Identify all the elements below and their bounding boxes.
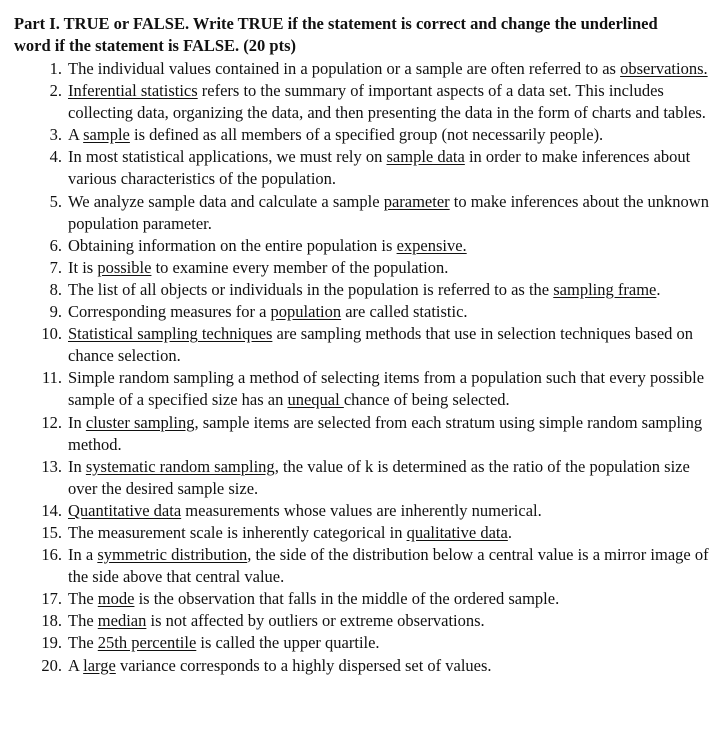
underlined-term: possible <box>97 257 152 277</box>
underlined-term: sample data <box>386 147 465 167</box>
question-text-after: chance of being selected. <box>343 390 510 410</box>
question-number: 18. <box>41 611 62 631</box>
question-item-5 <box>14 191 712 235</box>
question-text-after: . <box>656 279 661 299</box>
question-number: 8. <box>49 279 62 299</box>
question-number: 13. <box>41 456 62 476</box>
question-text-before: A <box>68 655 84 675</box>
question-text-after: , the side of the distribution below a central value is a mirror image of the side above that central value. <box>68 545 709 587</box>
question-text-after: to make inferences about the unknown population parameter. <box>68 191 709 233</box>
question-item-14 <box>14 500 712 522</box>
underlined-term: sample <box>83 125 130 145</box>
question-text-before: The list of all objects or individuals in the population is referred to as the <box>68 279 554 299</box>
question-number: 4. <box>49 147 62 167</box>
question-number: 16. <box>41 545 62 565</box>
question-text-after: , sample items are selected from each stratum using simple random sampling method. <box>68 412 703 454</box>
underlined-term: Quantitative data <box>68 500 182 520</box>
question-text-after: in order to make inferences about various characteristics of the population. <box>68 147 691 189</box>
question-number: 14. <box>41 500 62 520</box>
question-number: 6. <box>49 235 62 255</box>
question-item-18 <box>14 610 712 632</box>
question-text-before: In a <box>68 545 98 565</box>
question-list <box>14 58 712 677</box>
question-number: 1. <box>49 59 62 78</box>
question-number: 12. <box>41 412 62 432</box>
question-text-after: refers to the summary of important aspects of a data set. This includes collecting data, organizing the data, and then presenting the data in the form of charts and tables. <box>68 81 706 123</box>
question-item-15 <box>14 522 712 544</box>
underlined-term: large <box>83 655 116 675</box>
question-text-before: In <box>68 412 86 432</box>
heading-line-2: word if the statement is FALSE. (20 pts) <box>14 36 297 55</box>
question-item-6 <box>14 235 712 257</box>
underlined-term: expensive. <box>396 235 467 255</box>
question-item-20 <box>14 655 712 677</box>
question-text-before: Corresponding measures for a <box>68 302 271 322</box>
question-text-after: to examine every member of the population. <box>151 257 449 277</box>
question-text-before: In <box>68 456 86 476</box>
question-text-after: measurements whose values are inherently numerical. <box>181 500 542 520</box>
question-text-before: The measurement scale is inherently categorical in <box>68 522 407 542</box>
question-number: 3. <box>49 125 62 145</box>
question-item-12 <box>14 412 712 456</box>
underlined-term: sampling frame <box>553 279 657 299</box>
question-text-before: We analyze sample data and calculate a sample <box>68 191 384 211</box>
question-text-before: The <box>68 611 98 631</box>
question-item-16 <box>14 544 712 588</box>
question-text-before: It is <box>68 257 98 277</box>
question-text-after: variance corresponds to a highly dispersed set of values. <box>115 655 492 675</box>
question-item-11 <box>14 367 712 411</box>
question-text-before: Obtaining information on the entire population is <box>68 235 397 255</box>
question-text-after: . <box>507 522 512 542</box>
question-text-after: , the value of k is determined as the ratio of the population size over the desired sample size. <box>68 456 690 498</box>
question-number: 11. <box>41 368 62 388</box>
underlined-term: median <box>97 611 147 631</box>
question-item-17 <box>14 588 712 610</box>
question-number: 2. <box>49 81 62 101</box>
question-number: 15. <box>41 522 62 542</box>
question-item-4 <box>14 146 712 190</box>
underlined-term: cluster sampling <box>85 412 195 432</box>
underlined-term: 25th percentile <box>97 633 197 653</box>
question-text-after: are called statistic. <box>341 302 468 322</box>
question-text-after: is defined as all members of a specified group (not necessarily people). <box>129 125 604 145</box>
question-text-after: is the observation that falls in the middle of the ordered sample. <box>134 589 560 609</box>
part-heading <box>14 13 712 57</box>
question-text-before: Simple random sampling a method of selecting items from a population such that every possible sample of a specified size has an <box>68 368 705 410</box>
question-number: 17. <box>41 589 62 609</box>
question-item-8 <box>14 279 712 301</box>
underlined-term: mode <box>97 589 135 609</box>
question-text-before: In most statistical applications, we must rely on <box>68 147 387 167</box>
question-number: 10. <box>41 324 62 344</box>
question-number: 19. <box>41 633 62 653</box>
question-text-before: The <box>68 633 98 653</box>
question-number: 20. <box>41 655 62 675</box>
question-number: 7. <box>49 257 62 277</box>
question-text-before: The individual values contained in a population or a sample are often referred to as <box>68 59 621 78</box>
question-text-after: is called the upper quartile. <box>196 633 380 653</box>
underlined-term: systematic random sampling <box>85 456 275 476</box>
question-number: 9. <box>49 302 62 322</box>
underlined-term: symmetric distribution <box>97 545 248 565</box>
question-item-3 <box>14 124 712 146</box>
question-text-after: is not affected by outliers or extreme observations. <box>146 611 485 631</box>
question-item-1 <box>14 58 712 80</box>
underlined-term: parameter <box>383 191 450 211</box>
question-item-19 <box>14 632 712 654</box>
question-text-before: The <box>68 589 98 609</box>
question-item-13 <box>14 456 712 500</box>
question-item-7 <box>14 257 712 279</box>
question-number: 5. <box>49 191 62 211</box>
underlined-term: observations. <box>620 59 708 78</box>
question-item-9 <box>14 301 712 323</box>
question-text-after: are sampling methods that use in selection techniques based on chance selection. <box>68 324 694 366</box>
question-item-2 <box>14 80 712 124</box>
underlined-term: unequal <box>287 390 344 410</box>
question-text-before: A <box>68 125 84 145</box>
heading-line-1: Part I. TRUE or FALSE. Write TRUE if the statement is correct and change the underlined <box>14 14 658 33</box>
question-item-10 <box>14 323 712 367</box>
underlined-term: population <box>270 302 342 322</box>
underlined-term: qualitative data <box>406 522 508 542</box>
underlined-term: Statistical sampling techniques <box>68 324 273 344</box>
underlined-term: Inferential statistics <box>68 81 198 101</box>
